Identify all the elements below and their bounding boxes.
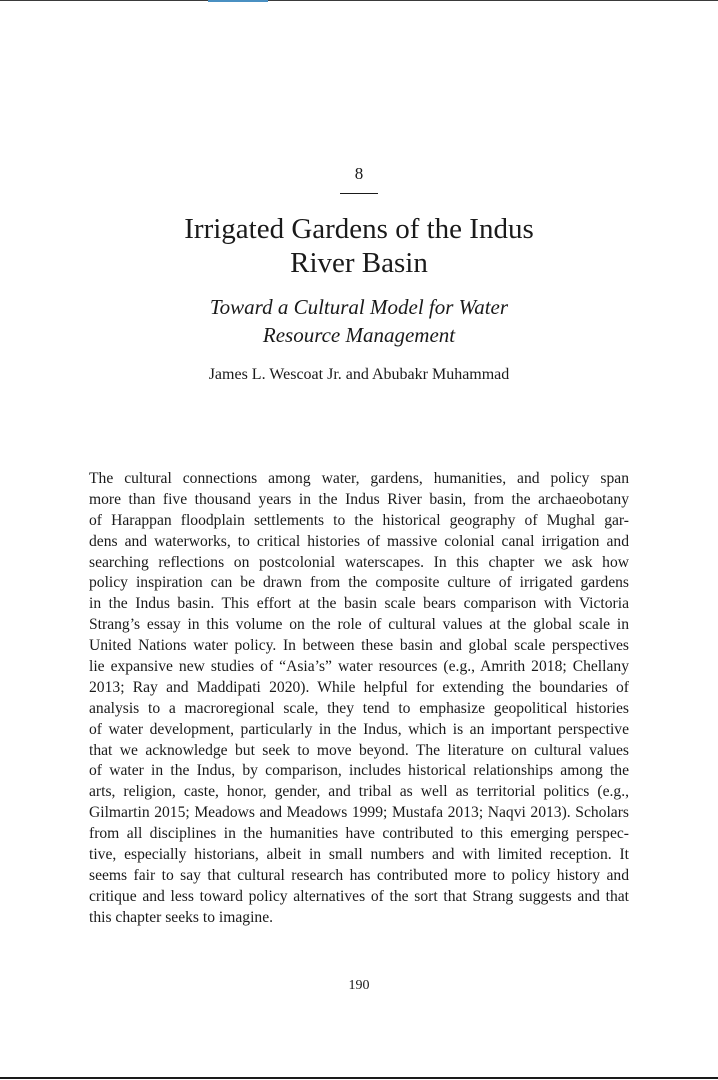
bottom-border-rule — [0, 1077, 718, 1079]
chapter-title — [90, 212, 628, 280]
body-line: 2013; Ray and Maddipati 2020). While helpful for extending the boundaries of — [89, 678, 629, 696]
body-line: that we acknowledge but seek to move beyond. The literature on cultural values — [89, 741, 629, 759]
body-line: from all disciplines in the humanities have contributed to this emerging perspec- — [89, 825, 629, 843]
body-line: dens and waterworks, to critical histories of massive colonial canal irrigation and — [89, 532, 629, 550]
top-border-rule — [0, 0, 718, 1]
body-line: of Harappan floodplain settlements to the historical geography of Mughal gar- — [89, 511, 629, 529]
chapter-divider — [340, 193, 378, 194]
body-line: seems fair to say that cultural research has contributed more to policy history and — [89, 866, 629, 884]
chapter-number: 8 — [354, 164, 364, 183]
body-line: critique and less toward policy alternatives of the sort that Strang suggests and that — [89, 887, 629, 905]
body-line: more than five thousand years in the Indus River basin, from the archaeobotany — [89, 490, 629, 508]
chapter-subtitle — [90, 293, 628, 349]
chapter-authors: James L. Wescoat Jr. and Abubakr Muhammad — [208, 366, 510, 383]
body-line: in the Indus basin. This effort at the basin scale bears comparison with Victoria — [89, 595, 629, 613]
body-line: this chapter seeks to imagine. — [89, 908, 274, 926]
body-line: tive, especially historians, albeit in small numbers and with limited reception. It — [89, 846, 629, 864]
body-line: arts, religion, caste, honor, gender, and tribal as well as territorial politics (e.g., — [89, 783, 629, 801]
body-line: of water development, particularly in the Indus, which is an important perspective — [89, 720, 629, 738]
body-line: The cultural connections among water, gardens, humanities, and policy span — [89, 470, 629, 487]
body-line: Gilmartin 2015; Meadows and Meadows 1999; Mustafa 2013; Naqvi 2013). Scholars — [89, 804, 629, 822]
chapter-subtitle-line-1: Toward a Cultural Model for Water — [209, 295, 509, 319]
body-line: lie expansive new studies of “Asia’s” water resources (e.g., Amrith 2018; Chellany — [89, 658, 629, 676]
chapter-title-line-2: River Basin — [290, 247, 428, 279]
chapter-title-line-1: Irrigated Gardens of the Indus — [184, 213, 534, 245]
body-line: of water in the Indus, by comparison, includes historical relationships among the — [89, 762, 629, 780]
body-paragraph — [89, 469, 629, 929]
body-line: policy inspiration can be drawn from the composite culture of irrigated gardens — [89, 574, 629, 592]
page-number: 190 — [348, 978, 370, 993]
body-line: United Nations water policy. In between these basin and global scale perspectives — [89, 637, 629, 655]
body-line: analysis to a macroregional scale, they tend to emphasize geopolitical histories — [89, 699, 629, 717]
body-line: searching reflections on postcolonial waterscapes. In this chapter we ask how — [89, 553, 629, 571]
body-line: Strang’s essay in this volume on the role of cultural values at the global scale in — [89, 616, 629, 634]
top-accent-bar — [208, 0, 268, 2]
chapter-subtitle-line-2: Resource Management — [262, 323, 456, 347]
